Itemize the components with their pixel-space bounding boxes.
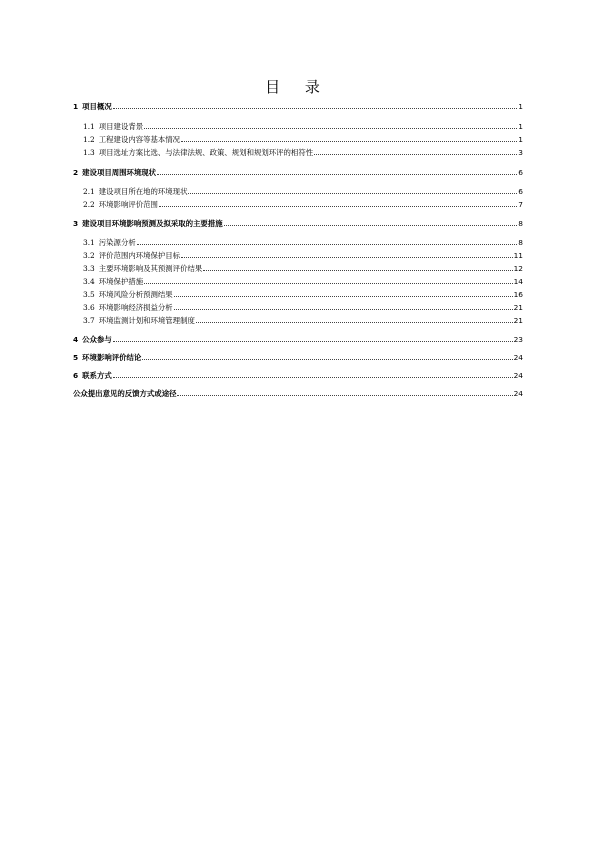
toc-entry-number: 3.7 [83, 316, 95, 325]
toc-entry-1-2[interactable] [83, 133, 523, 144]
dot-leader [113, 340, 513, 342]
toc-entry-3[interactable] [73, 217, 523, 228]
toc-entry-label: 污染源分析 [98, 238, 136, 247]
toc-entry-1-1[interactable] [83, 120, 523, 131]
toc-entry-3-5[interactable] [83, 288, 523, 299]
toc-entry-1[interactable] [73, 100, 523, 111]
toc-entry-number: 5 [73, 353, 79, 362]
toc-entry-label: 建设项目环境影响预测及拟采取的主要措施 [82, 219, 223, 228]
dot-leader [113, 376, 513, 378]
toc-entry-label: 公众提出意见的反馈方式或途径 [73, 389, 177, 398]
toc-entry-label: 工程建设内容等基本情况 [98, 135, 181, 144]
dot-leader [142, 358, 512, 360]
toc-entry-2-1[interactable] [83, 185, 523, 196]
toc-entry-label: 主要环境影响及其预测评价结果 [98, 264, 203, 273]
toc-entry-1-3[interactable] [83, 146, 523, 157]
dot-leader [177, 394, 512, 396]
toc-entry-3-2[interactable] [83, 249, 523, 260]
dot-leader [196, 321, 513, 323]
toc-entry-number: 6 [73, 371, 79, 380]
dot-leader [188, 192, 517, 194]
dot-leader [224, 224, 518, 226]
toc-entry-label: 评价范围内环境保护目标 [98, 251, 181, 260]
toc-entry-label: 环境保护措施 [98, 277, 144, 286]
toc-entry-6[interactable] [73, 369, 523, 380]
toc-entry-2-2[interactable] [83, 198, 523, 209]
toc-entry-3-7[interactable] [83, 314, 523, 325]
toc-entry-3-3[interactable] [83, 262, 523, 273]
toc-entry-number: 2.1 [83, 187, 95, 196]
toc-entry-page: 7 [518, 200, 523, 209]
toc-entry-page: 6 [518, 168, 523, 177]
dot-leader [137, 243, 518, 245]
toc-entry-label: 环境影响评价结论 [82, 353, 142, 362]
toc-entry-2[interactable] [73, 166, 523, 177]
toc-entry-label: 环境影响评价范围 [98, 200, 158, 209]
toc-entry-label: 环境监测计划和环境管理制度 [98, 316, 195, 325]
toc-entry-page: 1 [518, 102, 523, 111]
toc-entry-number: 3 [73, 219, 79, 228]
toc-entry-page: 23 [513, 335, 523, 344]
toc-entry-page: 1 [518, 135, 523, 144]
toc-entry-label: 联系方式 [82, 371, 112, 380]
dot-leader [314, 153, 517, 155]
toc-entry-label: 公众参与 [82, 335, 112, 344]
toc-entry-number: 1.1 [83, 122, 95, 131]
toc-entry-5[interactable] [73, 351, 523, 362]
toc-entry-page: 8 [518, 238, 523, 247]
toc-entry-page: 3 [518, 148, 523, 157]
toc-entry-label: 环境影响经济损益分析 [98, 303, 173, 312]
toc-entry-label: 项目概况 [82, 102, 112, 111]
toc-entry-number: 2 [73, 168, 79, 177]
toc-entry-label: 环境风险分析预测结果 [98, 290, 173, 299]
toc-entry-page: 16 [513, 290, 523, 299]
toc-entry-number: 3.6 [83, 303, 95, 312]
toc-entry-page: 21 [513, 316, 523, 325]
dot-leader [113, 107, 518, 109]
dot-leader [181, 256, 513, 258]
dot-leader [159, 205, 517, 207]
toc-entry-number: 1.2 [83, 135, 95, 144]
toc-entry-number: 4 [73, 335, 79, 344]
toc-entry-page: 21 [513, 303, 523, 312]
toc-entry-3-6[interactable] [83, 301, 523, 312]
toc-entry-label: 建设项目所在地的环境现状 [98, 187, 188, 196]
toc-entry-feedback[interactable] [73, 387, 523, 398]
toc-entry-number: 3.4 [83, 277, 95, 286]
toc-entry-page: 24 [513, 389, 523, 398]
toc-entry-label: 项目建设背景 [98, 122, 144, 131]
toc-entry-page: 24 [513, 353, 523, 362]
toc-entry-3-1[interactable] [83, 236, 523, 247]
toc-entry-number: 3.3 [83, 264, 95, 273]
dot-leader [203, 269, 512, 271]
toc-entry-3-4[interactable] [83, 275, 523, 286]
toc-entry-label: 项目选址方案比选、与法律法规、政策、规划和规划环评的相符性 [98, 148, 314, 157]
dot-leader [174, 308, 513, 310]
toc-entry-number: 3.5 [83, 290, 95, 299]
toc-entry-page: 12 [513, 264, 523, 273]
toc-entry-number: 2.2 [83, 200, 95, 209]
dot-leader [144, 282, 512, 284]
toc-entry-page: 1 [518, 122, 523, 131]
toc-entry-page: 11 [513, 251, 523, 260]
dot-leader [174, 295, 513, 297]
toc-entry-number: 3.1 [83, 238, 95, 247]
toc-entry-number: 1 [73, 102, 79, 111]
toc-entry-page: 6 [518, 187, 523, 196]
toc-entry-number: 3.2 [83, 251, 95, 260]
toc-entry-4[interactable] [73, 333, 523, 344]
dot-leader [157, 173, 517, 175]
toc-entry-page: 14 [513, 277, 523, 286]
toc-entry-page: 8 [518, 219, 523, 228]
toc-entry-label: 建设项目周围环境现状 [82, 168, 157, 177]
toc-entry-page: 24 [513, 371, 523, 380]
dot-leader [144, 127, 517, 129]
dot-leader [181, 140, 517, 142]
toc-title: 目 录 [265, 78, 330, 96]
toc-entry-number: 1.3 [83, 148, 95, 157]
